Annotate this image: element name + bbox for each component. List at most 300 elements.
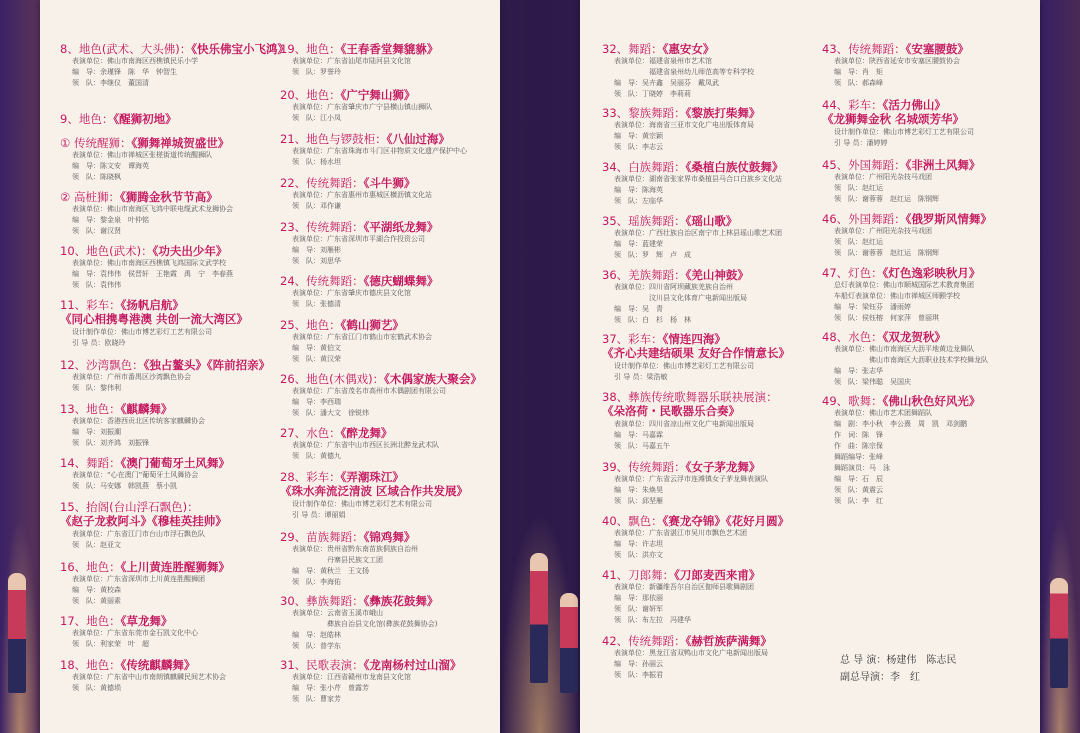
entry-category: 18、地色： bbox=[60, 658, 121, 672]
entry-title: 《扬帆启航》 bbox=[120, 298, 184, 312]
program-entry bbox=[280, 274, 438, 310]
entry-detail: 彝族自治县文化馆(彝族花鼓舞协会) bbox=[292, 620, 438, 628]
entry-detail: 编 导：石 辰 bbox=[834, 475, 883, 483]
program-entry bbox=[602, 268, 749, 326]
entry-category: 31、民歌表演： bbox=[280, 658, 364, 672]
entry-category: 22、传统舞蹈： bbox=[280, 176, 364, 190]
entry-title: 《桑植白族仗鼓舞》 bbox=[685, 160, 784, 174]
entry-detail: 编 导：黄秋兰 王文扬 bbox=[292, 567, 369, 575]
entry-title: 《麒麟舞》 bbox=[120, 402, 173, 416]
entry-category: 49、歌舞： bbox=[822, 394, 883, 408]
entry-heading bbox=[602, 634, 772, 648]
entry-detail: 领 队：李振君 bbox=[614, 671, 663, 679]
entry-category: 13、地色： bbox=[60, 402, 121, 416]
deputy-director-label: 副总导演： bbox=[840, 672, 890, 683]
entry-title: 《俄罗斯风情舞》 bbox=[905, 212, 992, 226]
chief-director-label: 总 导 演： bbox=[840, 655, 887, 666]
entry-category: 34、白族舞蹈： bbox=[602, 160, 686, 174]
entry-detail: 表演单位：江西省赣州市龙南县文化馆 bbox=[292, 673, 411, 681]
entry-category: 44、彩车： bbox=[822, 98, 883, 112]
entry-detail: 领 队：刘齐鸿 刘振锋 bbox=[72, 439, 149, 447]
entry-title: 《澳门葡萄牙土风舞》 bbox=[120, 456, 230, 470]
entry-detail: 编 导：陈海英 bbox=[614, 186, 663, 194]
entry-title: 《草龙舞》 bbox=[120, 614, 173, 628]
entry-title: 《灯色逸彩映秋月》 bbox=[882, 266, 981, 280]
entry-detail: 表演单位：佛山市禅城区张槎街道传统醒狮队 bbox=[72, 151, 212, 159]
program-entry bbox=[280, 132, 467, 168]
entry-title: 《广宁舞山狮》 bbox=[340, 88, 416, 102]
entry-detail: 编 导：余瑾锋 陈 华 钟智生 bbox=[72, 68, 177, 76]
performer-figure bbox=[8, 573, 26, 693]
entry-category: 12、沙湾飘色： bbox=[60, 358, 144, 372]
entry-detail: 表演单位：海南省三亚市文化广电出版体育局 bbox=[614, 121, 754, 129]
program-entry bbox=[60, 658, 226, 694]
entry-detail: 领 队：普学东 bbox=[292, 642, 341, 650]
entry-detail: 领 队：布左拉 冯建华 bbox=[614, 616, 691, 624]
entry-subtitle: 《龙狮舞金秋 名城颂芳华》 bbox=[822, 112, 965, 126]
program-entry bbox=[60, 244, 233, 291]
entry-heading bbox=[60, 42, 289, 56]
entry-category: 24、传统舞蹈： bbox=[280, 274, 364, 288]
entry-subtitle: 《珠水奔流泛清波 区域合作共发展》 bbox=[280, 484, 469, 498]
entry-heading bbox=[602, 268, 749, 282]
entry-detail: 表演单位：四川省凉山州文化广电新闻出版局 bbox=[614, 420, 754, 428]
entry-detail: 领 队：左临华 bbox=[614, 197, 663, 205]
program-entry bbox=[602, 42, 754, 100]
entry-detail: 表演单位：广东省中山市南朗镇麒麟民间艺术协会 bbox=[72, 673, 226, 681]
performer-figure bbox=[560, 593, 578, 693]
entry-detail: 领 队：侯钰榕 何家萍 曾丽琪 bbox=[834, 314, 939, 322]
entry-detail: 表演单位：佛山市南海区飞鸿中联电缆武术龙狮协会 bbox=[72, 205, 233, 213]
entry-detail: 编 导：张小芹 曾露芳 bbox=[292, 684, 369, 692]
entry-category: 47、灯色： bbox=[822, 266, 883, 280]
program-entry bbox=[602, 332, 790, 383]
entry-detail: 表演单位：新疆维吾尔自治区伽师县歌舞剧团 bbox=[614, 583, 754, 591]
program-entry bbox=[822, 42, 969, 89]
entry-detail: 编 导：袁伟伟 侯晋轩 王艳霞 禹 宁 李春燕 bbox=[72, 270, 233, 278]
entry-detail: 佛山市南海区大沥职业技术学校舞龙队 bbox=[834, 356, 988, 364]
program-entry bbox=[60, 190, 233, 237]
entry-detail: 领 队：赵红运 bbox=[834, 238, 883, 246]
entry-heading bbox=[280, 132, 467, 146]
entry-title: 《瑶山歌》 bbox=[685, 214, 738, 228]
entry-detail: 表演单位：湖南省张家界市桑植县马合口白族乡文化站 bbox=[614, 175, 782, 183]
entry-detail: 表演单位：广东省江门市台山市浮石飘色队 bbox=[72, 530, 205, 538]
entry-category: 28、彩车： bbox=[280, 470, 341, 484]
entry-heading bbox=[280, 274, 438, 288]
program-entry bbox=[60, 112, 177, 126]
entry-title: 《非洲土风舞》 bbox=[905, 158, 981, 172]
entry-detail: 领 队：赵亚文 bbox=[72, 541, 121, 549]
entry-detail: 表演单位：广东省珠海市斗门区非物质文化遗产保护中心 bbox=[292, 147, 467, 155]
entry-category: 48、水色： bbox=[822, 330, 883, 344]
entry-heading bbox=[60, 298, 248, 312]
entry-heading bbox=[602, 514, 789, 528]
entry-detail: 领 队：邓作谦 bbox=[292, 202, 341, 210]
entry-title: 《活力佛山》 bbox=[882, 98, 946, 112]
entry-detail: 表演单位：广州市番禺区沙湾飘色协会 bbox=[72, 373, 191, 381]
entry-detail: 表演单位：广东省茂名市高州市木偶剧团有限公司 bbox=[292, 387, 446, 395]
entry-detail: 编 导：吴 青 bbox=[614, 305, 663, 313]
entry-category: 16、地色： bbox=[60, 560, 121, 574]
entry-heading bbox=[602, 160, 783, 174]
entry-category: 21、地色与锣鼓柜： bbox=[280, 132, 387, 146]
entry-detail: 领 队：郝森峰 bbox=[834, 79, 883, 87]
entry-detail: 编 剧：李小秋 李公熹 周 凯 邓剑鹏 bbox=[834, 420, 967, 428]
program-entry bbox=[822, 266, 980, 324]
entry-heading bbox=[60, 112, 177, 126]
entry-detail: 表演单位：佛山市南海区西樵镇民乐小学 bbox=[72, 57, 198, 65]
entry-detail: 领 队：袁伟伟 bbox=[72, 281, 121, 289]
entry-detail: 设计制作单位：佛山市博艺彩灯工艺有限公司 bbox=[834, 128, 974, 136]
entry-title: 《女子茅龙舞》 bbox=[685, 460, 761, 474]
chief-director-names: 杨建伟 陈志民 bbox=[886, 655, 957, 666]
entry-detail: 表演单位：佛山市艺术团舞蹈队 bbox=[834, 409, 932, 417]
program-entry bbox=[60, 560, 230, 607]
entry-detail: 领 队：刘思华 bbox=[292, 257, 341, 265]
entry-detail: 表演单位：广东省江门市鹤山市宏鹤武术协会 bbox=[292, 333, 432, 341]
entry-detail: 领 队：邱坚雁 bbox=[614, 497, 663, 505]
entry-category: 35、瑶族舞蹈： bbox=[602, 214, 686, 228]
entry-heading bbox=[822, 158, 980, 172]
program-entry bbox=[602, 106, 760, 153]
program-entry bbox=[602, 160, 783, 207]
entry-detail: 领 队：黄丽素 bbox=[72, 597, 121, 605]
entry-title: 《醒狮初地》 bbox=[113, 112, 177, 126]
entry-title: 《惠安女》 bbox=[662, 42, 715, 56]
entry-detail: 表演单位：四川省阿坝藏族羌族自治州 bbox=[614, 283, 733, 291]
entry-heading bbox=[60, 136, 229, 150]
program-entry bbox=[822, 394, 980, 507]
entry-title: 《黎族打柴舞》 bbox=[685, 106, 761, 120]
entry-detail: 领 队：白 杉 杨 林 bbox=[614, 316, 691, 324]
entry-detail: 表演单位：广东省汕尾市陆河县文化馆 bbox=[292, 57, 411, 65]
entry-subtitle: 《朵洛荷・民歌器乐合奏》 bbox=[602, 404, 740, 418]
entry-detail: 表演单位：福建省泉州市艺术馆 bbox=[614, 57, 712, 65]
entry-heading bbox=[60, 560, 230, 574]
entry-title: 《狮腾金秋节节高》 bbox=[119, 190, 218, 204]
entry-heading bbox=[60, 500, 227, 514]
entry-detail: 领 队：黄德九 bbox=[292, 452, 341, 460]
entry-detail: 编 导：吴卉鑫 吴丽芬 戴凤武 bbox=[614, 79, 719, 87]
director-credits bbox=[840, 652, 956, 686]
entry-title: 《双龙贺秋》 bbox=[882, 330, 946, 344]
entry-title: 《佛山秋色好风光》 bbox=[882, 394, 981, 408]
entry-detail: 领 队：张德清 bbox=[292, 300, 341, 308]
entry-category: 9、地色： bbox=[60, 112, 114, 126]
program-entry bbox=[280, 658, 461, 705]
entry-heading bbox=[60, 658, 226, 672]
entry-detail: 编 导：黎金泉 叶仲铭 bbox=[72, 216, 149, 224]
entry-title: 《狮舞禅城贺盛世》 bbox=[131, 136, 230, 150]
entry-detail: 领 队：黄德埙 bbox=[72, 684, 121, 692]
program-entry bbox=[280, 426, 439, 462]
entry-detail: 作 词：陈 锋 bbox=[834, 431, 883, 439]
entry-category: 29、苗族舞蹈： bbox=[280, 530, 364, 544]
entry-title: 《赫哲族萨满舞》 bbox=[685, 634, 772, 648]
entry-detail: 表演单位：“心在澳门”葡萄牙土风舞协会 bbox=[72, 471, 199, 479]
entry-detail: 领 队：黎伟利 bbox=[72, 384, 121, 392]
entry-detail: 编 导：朱焕昊 bbox=[614, 486, 663, 494]
entry-detail: 福建省泉州幼儿师范高等专科学校 bbox=[614, 68, 754, 76]
entry-category: 36、羌族舞蹈： bbox=[602, 268, 686, 282]
entry-detail: 领 队：谢蓉蓉 赵红运 陈钢辉 bbox=[834, 249, 939, 257]
program-entry bbox=[60, 136, 229, 183]
entry-title: 《刀郎麦西来甫》 bbox=[674, 568, 761, 582]
entry-detail: 领 队：杨水坦 bbox=[292, 158, 341, 166]
entry-detail: 设计制作单位：佛山市博艺彩灯艺术有限公司 bbox=[292, 500, 432, 508]
program-entry bbox=[280, 372, 482, 419]
entry-detail: 表演单位：广东省深圳市平湖合作投资公司 bbox=[292, 235, 425, 243]
entry-heading bbox=[822, 266, 980, 280]
entry-category: 41、刀郎舞： bbox=[602, 568, 675, 582]
entry-detail: 引 导 员：谭丽娟 bbox=[292, 511, 346, 519]
entry-category: 23、传统舞蹈： bbox=[280, 220, 364, 234]
entry-detail: 表演单位：广东省肇庆市广宁县横山镇山狮队 bbox=[292, 103, 432, 111]
entry-detail: 编 导：许志坦 bbox=[614, 540, 663, 548]
entry-title: 《八仙过海》 bbox=[386, 132, 450, 146]
entry-detail: 表演单位：佛山市南海区西樵镇飞鸿国际文武学校 bbox=[72, 259, 226, 267]
chief-director-line bbox=[840, 652, 956, 669]
entry-heading bbox=[602, 42, 754, 56]
entry-detail: 编 导：黄伯文 bbox=[292, 344, 341, 352]
entry-category: 30、彝族舞蹈： bbox=[280, 594, 364, 608]
program-entry bbox=[60, 500, 227, 551]
entry-detail: 设计制作单位：佛山市博艺彩灯工艺有限公司 bbox=[614, 362, 754, 370]
entry-title: 《羌山神鼓》 bbox=[685, 268, 749, 282]
entry-heading bbox=[60, 358, 270, 372]
entry-detail: 领 队：马安娜 韩凯燕 蔡小凯 bbox=[72, 482, 177, 490]
entry-detail: 丹寨县民族文工团 bbox=[292, 556, 383, 564]
entry-heading bbox=[280, 658, 461, 672]
deputy-director-line bbox=[840, 669, 956, 686]
entry-category: 32、舞蹈： bbox=[602, 42, 663, 56]
program-entry bbox=[602, 214, 782, 261]
entry-detail: 领 队：江小凤 bbox=[292, 114, 341, 122]
program-entry bbox=[280, 176, 432, 212]
program-entry bbox=[602, 460, 768, 507]
entry-detail: 表演单位：广州阳光杂技马戏团 bbox=[834, 227, 932, 235]
entry-detail: 领 队：曹家芳 bbox=[292, 695, 341, 703]
entry-subtitle: 《赵子龙救阿斗》《穆桂英挂帅》 bbox=[60, 514, 227, 528]
entry-detail: 领 队：李继仪 董国清 bbox=[72, 79, 149, 87]
entry-detail: 汶川县文化体育广电新闻出版局 bbox=[614, 294, 747, 302]
program-entry bbox=[60, 456, 230, 492]
entry-detail: 编 导：张志华 bbox=[834, 367, 883, 375]
program-entry bbox=[602, 568, 760, 626]
entry-category: 46、外国舞蹈： bbox=[822, 212, 906, 226]
entry-category: 37、彩车： bbox=[602, 332, 663, 346]
entry-detail: 表演单位：广东省云浮市连滩镇女子茅龙舞表演队 bbox=[614, 475, 768, 483]
entry-detail: 领 队：利家荣 叶 超 bbox=[72, 640, 149, 648]
entry-heading bbox=[280, 372, 482, 386]
entry-detail: 领 队：潘大文 徐锐炜 bbox=[292, 409, 369, 417]
entry-detail: 表演单位：广州阳光杂技马戏团 bbox=[834, 173, 932, 181]
entry-detail: 领 队：罗 辉 卢 成 bbox=[614, 251, 691, 259]
performer-figure bbox=[1050, 578, 1068, 688]
entry-detail: 领 队：黄汉荣 bbox=[292, 355, 341, 363]
entry-title: 《德庆蝴蝶舞》 bbox=[363, 274, 439, 288]
entry-detail: 领 队：李志云 bbox=[614, 143, 663, 151]
program-entry bbox=[280, 318, 432, 365]
entry-detail: 领 队：赵红运 bbox=[834, 184, 883, 192]
entry-detail: 领 队：陈晓枫 bbox=[72, 173, 121, 181]
entry-detail: 领 队：罗誉玲 bbox=[292, 68, 341, 76]
program-entry bbox=[822, 98, 974, 149]
program-entry bbox=[280, 220, 438, 267]
entry-title: 《斗牛狮》 bbox=[363, 176, 416, 190]
entry-category: 40、飘色： bbox=[602, 514, 663, 528]
entry-category: 19、地色： bbox=[280, 42, 341, 56]
entry-heading bbox=[602, 106, 760, 120]
entry-detail: 表演单位：陕西省延安市安塞区腰鼓协会 bbox=[834, 57, 960, 65]
entry-detail: 舞蹈演员：马 泳 bbox=[834, 464, 890, 472]
entry-detail: 编 导：刘振潮 bbox=[72, 428, 121, 436]
entry-detail: 领 队：谢汉贤 bbox=[72, 227, 121, 235]
entry-detail: 作 曲：陈宗保 bbox=[834, 442, 883, 450]
entry-heading bbox=[280, 42, 438, 56]
entry-detail: 编 导：孙丽云 bbox=[614, 660, 663, 668]
program-entry bbox=[280, 594, 438, 652]
entry-category: 27、水色： bbox=[280, 426, 341, 440]
entry-heading bbox=[822, 98, 974, 112]
entry-title: 《锦鸡舞》 bbox=[363, 530, 416, 544]
entry-detail: 编 导：李西瑞 bbox=[292, 398, 341, 406]
entry-subtitle: 《齐心共建结硕果 友好合作情意长》 bbox=[602, 346, 791, 360]
entry-title: 《平湖纸龙舞》 bbox=[363, 220, 439, 234]
entry-title: 《安塞腰鼓》 bbox=[905, 42, 969, 56]
entry-category: 42、传统舞蹈： bbox=[602, 634, 686, 648]
entry-detail: 领 队：马嘉五午 bbox=[614, 442, 670, 450]
entry-category: 25、地色： bbox=[280, 318, 341, 332]
entry-detail: 表演单位：贵州省黔东南苗族侗族自治州 bbox=[292, 545, 418, 553]
entry-heading bbox=[60, 402, 205, 416]
entry-title: 《醉龙舞》 bbox=[340, 426, 393, 440]
program-entry bbox=[602, 514, 789, 561]
entry-heading bbox=[60, 190, 233, 204]
entry-detail: 设计制作单位：佛山市博艺彩灯工艺有限公司 bbox=[72, 328, 212, 336]
entry-detail: 编 导：蓝建荣 bbox=[614, 240, 663, 248]
stage-photo-middle bbox=[500, 513, 580, 733]
entry-heading bbox=[280, 470, 468, 484]
program-entry bbox=[60, 298, 248, 349]
entry-heading bbox=[602, 332, 790, 346]
entry-heading bbox=[822, 394, 980, 408]
entry-detail: 领 队：谢蓉蓉 赵红运 陈钢辉 bbox=[834, 195, 939, 203]
entry-category: 15、抬阁(台山浮石飘色)： bbox=[60, 500, 199, 514]
entry-title: 《独占鳌头》《阵前招亲》 bbox=[143, 358, 271, 372]
entry-category: 45、外国舞蹈： bbox=[822, 158, 906, 172]
entry-title: 《传统麒麟舞》 bbox=[120, 658, 196, 672]
entry-title: 《上川黄连胜醒狮舞》 bbox=[120, 560, 230, 574]
entry-heading bbox=[280, 594, 438, 608]
entry-detail: 编 导：黄校森 bbox=[72, 586, 121, 594]
entry-heading bbox=[280, 426, 439, 440]
entry-title: 《弄潮珠江》 bbox=[340, 470, 404, 484]
entry-title: 《龙南杨村过山溜》 bbox=[363, 658, 462, 672]
entry-title: 《功夫出少年》 bbox=[152, 244, 228, 258]
entry-category: 17、地色： bbox=[60, 614, 121, 628]
entry-detail: 表演单位：广东省肇庆市德庆县文化馆 bbox=[292, 289, 411, 297]
entry-heading bbox=[602, 214, 782, 228]
entry-title: 《快乐佛宝小飞鸿》 bbox=[191, 42, 290, 56]
program-entry bbox=[822, 330, 988, 388]
entry-title: 《王春香堂舞貔貅》 bbox=[340, 42, 439, 56]
entry-detail: 引 导 员：欧晓玲 bbox=[72, 339, 126, 347]
entry-detail: 编 导：陈文安 谭海英 bbox=[72, 162, 149, 170]
entry-detail: 领 队：丁晓婷 李莉莉 bbox=[614, 90, 691, 98]
entry-detail: 总灯表演单位：佛山市顺城国际艺术教育集团 bbox=[834, 281, 974, 289]
entry-detail: 领 队：李海佑 bbox=[292, 578, 341, 586]
entry-detail: 编 导：那依丽 bbox=[614, 594, 663, 602]
entry-category: 11、彩车： bbox=[60, 298, 121, 312]
entry-detail: 表演单位：黑龙江省双鸭山市文化广电新闻出版局 bbox=[614, 649, 768, 657]
entry-title: 《赛龙夺锦》《花好月圆》 bbox=[662, 514, 790, 528]
entry-heading bbox=[280, 176, 432, 190]
entry-detail: 编 导：赵皓林 bbox=[292, 631, 341, 639]
entry-heading bbox=[280, 88, 432, 102]
entry-heading bbox=[60, 244, 233, 258]
stage-photo-left bbox=[0, 513, 40, 733]
entry-detail: 领 队：黄震云 bbox=[834, 486, 883, 494]
entry-detail: 车船灯表演单位：佛山市禅城区师颢学校 bbox=[834, 292, 960, 300]
program-entry bbox=[60, 42, 289, 89]
entry-category: ② 高桩狮： bbox=[60, 190, 120, 204]
entry-detail: 领 队：谢妍军 bbox=[614, 605, 663, 613]
program-entry bbox=[822, 158, 980, 205]
stage-photo-right bbox=[1040, 513, 1080, 733]
entry-detail: 编 导：肖 矩 bbox=[834, 68, 883, 76]
entry-detail: 编 导：梁钰芬 潘雨婷 bbox=[834, 303, 911, 311]
entry-category: 8、地色(武术、大头佛)： bbox=[60, 42, 192, 56]
entry-detail: 表演单位：广东省中山市西区长洲北醉龙武术队 bbox=[292, 441, 439, 449]
entry-category: 38、彝族传统歌舞器乐联袂展演： bbox=[602, 390, 778, 404]
entry-detail: 表演单位：云南省玉溪市峨山 bbox=[292, 609, 383, 617]
entry-category: 33、黎族舞蹈： bbox=[602, 106, 686, 120]
entry-detail: 引 导 员：潘婷婷 bbox=[834, 139, 888, 147]
entry-category: 39、传统舞蹈： bbox=[602, 460, 686, 474]
entry-detail: 编 导：黄宗颖 bbox=[614, 132, 663, 140]
program-entry bbox=[280, 42, 438, 78]
program-entry bbox=[602, 634, 772, 681]
entry-category: 14、舞蹈： bbox=[60, 456, 121, 470]
entry-detail: 表演单位：广东省深圳市上川黄连胜醒狮团 bbox=[72, 575, 205, 583]
entry-detail: 领 队：洪亦文 bbox=[614, 551, 663, 559]
entry-detail: 舞蹈编导：张峰 bbox=[834, 453, 883, 461]
entry-detail: 编 导：刘雁彬 bbox=[292, 246, 341, 254]
entry-detail: 领 队：梁伟聪 吴国庆 bbox=[834, 378, 911, 386]
entry-heading bbox=[280, 220, 438, 234]
performer-figure bbox=[530, 553, 548, 683]
entry-detail: 表演单位：广东省东莞市金石凯文化中心 bbox=[72, 629, 198, 637]
entry-subtitle: 《同心相携粤港澳 共创一流大湾区》 bbox=[60, 312, 249, 326]
entry-category: 20、地色： bbox=[280, 88, 341, 102]
entry-heading bbox=[60, 456, 230, 470]
entry-detail: 表演单位：广东省湛江市吴川市飘色艺术团 bbox=[614, 529, 747, 537]
program-entry bbox=[602, 390, 778, 452]
entry-title: 《鹤山狮艺》 bbox=[340, 318, 404, 332]
entry-detail: 表演单位：香港西贡北区传统客家麒麟协会 bbox=[72, 417, 205, 425]
program-entry bbox=[280, 470, 468, 521]
entry-category: 26、地色(木偶戏)： bbox=[280, 372, 385, 386]
entry-heading bbox=[602, 390, 778, 404]
entry-heading bbox=[280, 318, 432, 332]
program-entry bbox=[60, 402, 205, 449]
program-entry bbox=[60, 614, 198, 650]
program-entry bbox=[60, 358, 270, 394]
entry-category: 10、地色(武术)： bbox=[60, 244, 153, 258]
entry-category: 43、传统舞蹈： bbox=[822, 42, 906, 56]
